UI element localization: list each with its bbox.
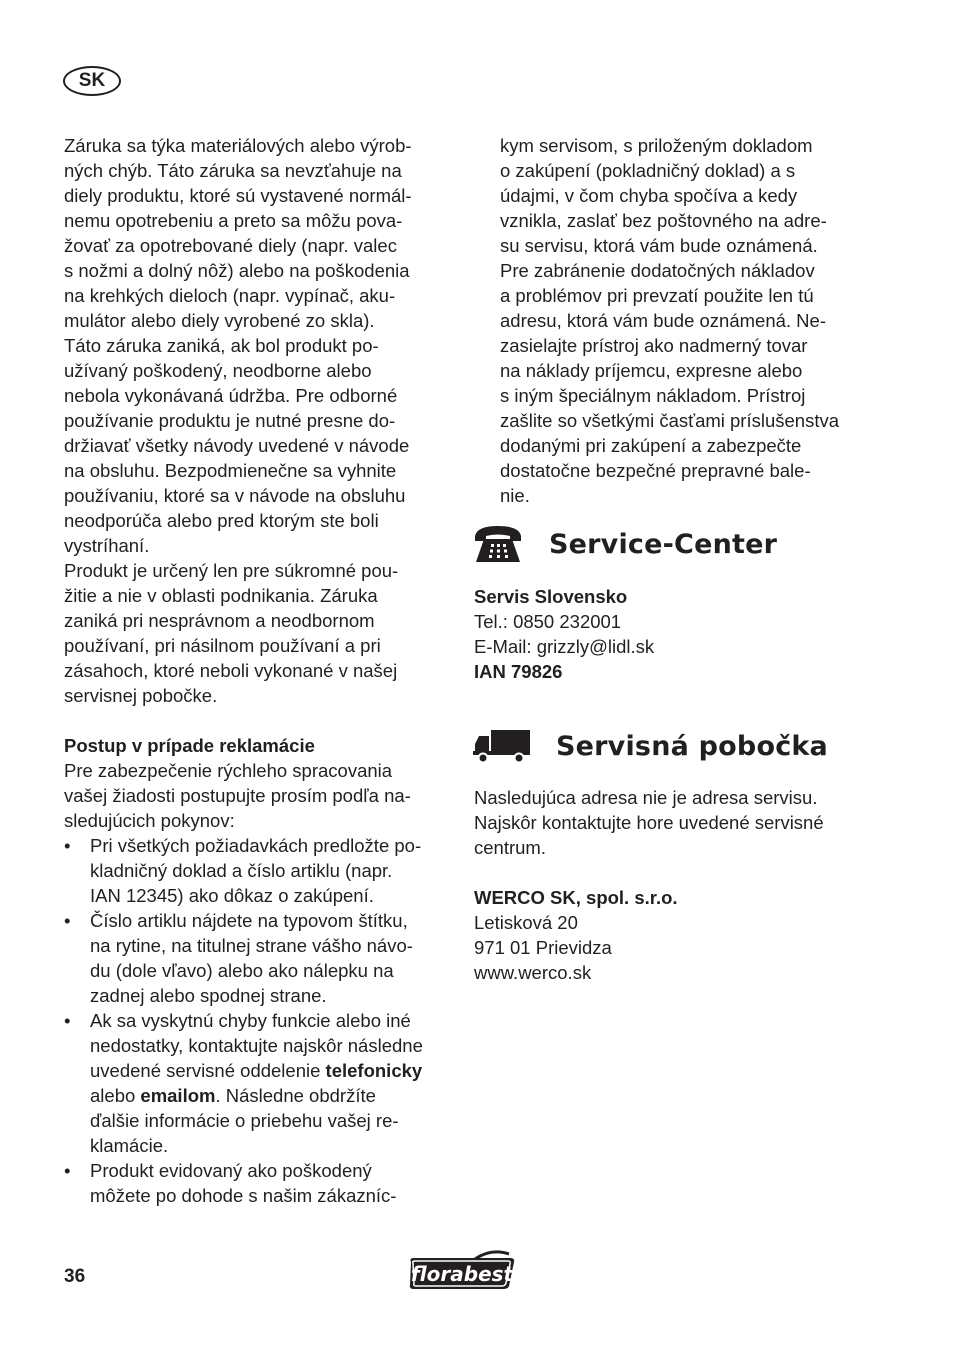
branch-city: 971 01 Prievidza (474, 937, 612, 958)
text-line: Záruka sa týka materiálových alebo výrob- (64, 135, 412, 156)
service-center-info (474, 584, 874, 684)
bullet-item (64, 908, 454, 1008)
text-line (90, 1058, 454, 1083)
text-segment: . Následne obdržíte (215, 1085, 376, 1106)
text-line: Nasledujúca adresa nie je adresa servisu. (474, 787, 818, 808)
emphasis-email: emailom (140, 1085, 216, 1106)
language-code: SK (78, 70, 106, 91)
right-column (500, 133, 880, 508)
service-country: Servis Slovensko (474, 586, 628, 607)
service-ian: IAN 79826 (474, 661, 563, 682)
text-line: dodanými pri zakúpení a zabezpečte (500, 435, 802, 456)
text-segment: alebo (90, 1085, 141, 1106)
text-line: používaniu, ktoré sa v návode na obsluhu (64, 485, 406, 506)
text-line: klamácie. (90, 1135, 169, 1156)
text-line: vystríhaní. (64, 535, 150, 556)
text-line: Pri všetkých požiadavkách predložte po- (90, 835, 422, 856)
language-badge (63, 66, 121, 96)
bullet-item (64, 1158, 454, 1208)
service-branch-title: Servisná pobočka (556, 730, 828, 762)
text-line: centrum. (474, 837, 546, 858)
bullet-dot: • (64, 1160, 71, 1181)
text-line: servisnej pobočke. (64, 685, 218, 706)
text-line: Číslo artiklu nájdete na typovom štítku, (90, 910, 408, 931)
text-line: kladničný doklad a číslo artiklu (napr. (90, 860, 393, 881)
text-line: môžete po dohode s našim zákazníc- (90, 1185, 397, 1206)
bullet-item (64, 1008, 454, 1158)
bullet-dot: • (64, 835, 71, 856)
text-line: su servisu, ktorá vám bude oznámená. (500, 235, 818, 256)
branch-web: www.werco.sk (474, 962, 592, 983)
text-line: IAN 12345) ako dôkaz o zakúpení. (90, 885, 374, 906)
text-line: používanie produktu je nutné presne do- (64, 410, 396, 431)
text-line: zadnej alebo spodnej strane. (90, 985, 327, 1006)
text-line: užívaný poškodený, neodborne alebo (64, 360, 372, 381)
text-line: Táto záruka zaniká, ak bol produkt po- (64, 335, 379, 356)
text-line: s nožmi a dolný nôž) alebo na poškodenia (64, 260, 410, 281)
text-line: žitie a nie v oblasti podnikania. Záruka (64, 585, 378, 606)
bullet-dot: • (64, 910, 71, 931)
truck-icon (473, 727, 531, 765)
text-line: Najskôr kontaktujte hore uvedené servisné (474, 812, 824, 833)
text-line: kym servisom, s priloženým dokladom (500, 135, 813, 156)
left-column (64, 133, 454, 1208)
text-line: Ak sa vyskytnú chyby funkcie alebo iné (90, 1010, 411, 1031)
text-line: zašlite so všetkými časťami príslušenstva (500, 410, 840, 431)
text-line: Produkt je určený len pre súkromné pou- (64, 560, 399, 581)
service-branch-info (474, 785, 874, 985)
text-line: Pre zabránenie dodatočných nákladov (500, 260, 815, 281)
text-line: zásahoch, ktoré neboli vykonané v našej (64, 660, 398, 681)
brand-logo (405, 1250, 519, 1297)
service-center-title: Service-Center (549, 528, 778, 560)
text-line: neodporúča alebo pred ktorým ste boli (64, 510, 379, 531)
brand-name: florabest (410, 1262, 514, 1286)
branch-street: Letisková 20 (474, 912, 578, 933)
text-line: Pre zabezpečenie rýchleho spracovania (64, 760, 393, 781)
service-branch-heading (473, 727, 828, 765)
text-line: údajmi, v čom chyba spočíva a kedy (500, 185, 798, 206)
service-center-heading (473, 524, 777, 564)
text-line: mulátor alebo diely vyrobené zo skla). (64, 310, 375, 331)
text-line: na krehkých dieloch (napr. vypínač, aku- (64, 285, 396, 306)
text-line: zaniká pri nesprávnom a neodbornom (64, 610, 375, 631)
branch-company: WERCO SK, spol. s.r.o. (474, 887, 678, 908)
text-segment: uvedené servisné oddelenie (90, 1060, 326, 1081)
service-email: E-Mail: grizzly@lidl.sk (474, 636, 655, 657)
text-line: na rytine, na titulnej strane vášho návo- (90, 935, 413, 956)
text-line: diely produktu, ktoré sú vystavené normál- (64, 185, 412, 206)
text-line: du (dole vľavo) alebo ako nálepku na (90, 960, 394, 981)
text-line: s iným špeciálnym nákladom. Prístroj (500, 385, 806, 406)
text-line: nedostatky, kontaktujte najskôr následne (90, 1035, 423, 1056)
page-number: 36 (64, 1266, 86, 1287)
text-line: držiavať všetky návody uvedené v návode (64, 435, 410, 456)
bullet-item (64, 833, 454, 908)
text-line: na obsluhu. Bezpodmienečne sa vyhnite (64, 460, 397, 481)
text-line: vašej žiadosti postupujte prosím podľa na- (64, 785, 411, 806)
text-line: žovať za opotrebované diely (napr. valec (64, 235, 397, 256)
text-line: dostatočne bezpečné prepravné bale- (500, 460, 811, 481)
text-line: používaní, pri násilnom používaní a pri (64, 635, 381, 656)
text-line: nie. (500, 485, 530, 506)
text-line: sledujúcich pokynov: (64, 810, 235, 831)
bullet-dot: • (64, 1010, 71, 1031)
text-line: adresu, ktorá vám bude oznámená. Ne- (500, 310, 826, 331)
text-line: a problémov pri prevzatí použite len tú (500, 285, 814, 306)
emphasis-phone: telefonicky (325, 1060, 423, 1081)
text-line: zasielajte prístroj ako nadmerný tovar (500, 335, 808, 356)
telephone-icon (473, 524, 523, 564)
text-line: o zakúpení (pokladničný doklad) a s (500, 160, 796, 181)
text-line: Produkt evidovaný ako poškodený (90, 1160, 372, 1181)
text-line (90, 1083, 454, 1108)
warranty-text (64, 133, 454, 708)
service-phone: Tel.: 0850 232001 (474, 611, 622, 632)
text-line: nebola vykonávaná údržba. Pre odborné (64, 385, 398, 406)
claim-heading: Postup v prípade reklamácie (64, 735, 315, 756)
text-line: ných chýb. Táto záruka sa nevzťahuje na (64, 160, 402, 181)
text-line: vznikla, zaslať bez poštovného na adre- (500, 210, 827, 231)
text-line: nemu opotrebeniu a preto sa môžu pova- (64, 210, 403, 231)
text-line: na náklady príjemcu, expresne alebo (500, 360, 803, 381)
text-line: ďalšie informácie o priebehu vašej re- (90, 1110, 399, 1131)
